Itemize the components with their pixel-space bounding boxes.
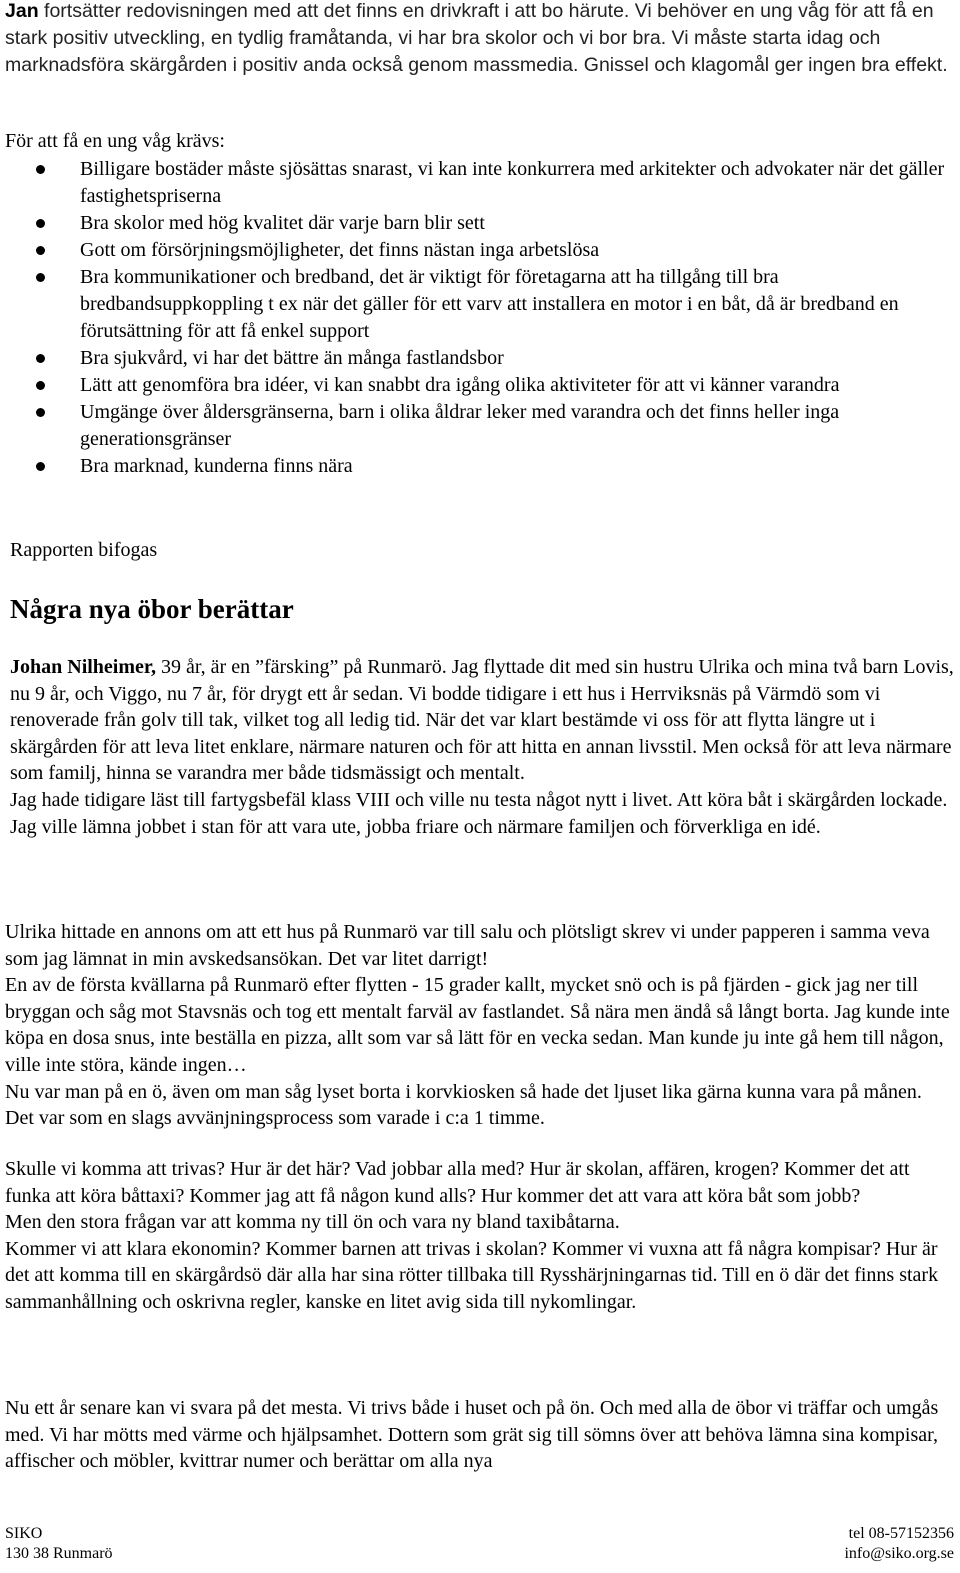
- paragraph: Ulrika hittade en annons om att ett hus på Runmarö var till salu och plötsligt skrev vi under papperen i samma veva som jag lämnat in min avskedsansökan. Det var litet darrigt!: [5, 921, 930, 970]
- list-item: [0, 399, 960, 453]
- paragraph: Nu ett år senare kan vi svara på det mesta. Vi trivs både i huset och på ön. Och med alla de öbor vi träffar och umgås med. Vi har mötts med värme och hjälpsamhet. Dottern som grät sig till sömns över att behöva lämna sina kompisar, affischer och möbler, kvittrar numer och berättar om alla nya: [5, 1397, 939, 1473]
- bullet-icon: [36, 273, 45, 282]
- story-block-1: [5, 919, 955, 1132]
- johan-paragraph: [10, 654, 955, 787]
- list-item: [0, 156, 960, 210]
- footer-address: 130 38 Runmarö: [5, 1545, 113, 1562]
- list-item-text: Gott om försörjningsmöjligheter, det finns nästan inga arbetslösa: [80, 239, 600, 261]
- bullet-icon: [36, 219, 45, 228]
- footer-phone: tel 08-57152356: [848, 1525, 954, 1542]
- johan-story: [10, 654, 955, 840]
- story-block-2: [5, 1156, 955, 1316]
- johan-paragraph-2: Jag hade tidigare läst till fartygsbefäl klass VIII och ville nu testa något nytt i livet. Att köra båt i skärgården lockade. Jag ville lämna jobbet i stan för att vara ute, jobba friare och närmare familjen och förverkliga en idé.: [10, 788, 948, 838]
- list-item: [0, 372, 960, 399]
- list-item: [0, 345, 960, 372]
- bullet-icon: [36, 462, 45, 471]
- requirements-list: [0, 156, 960, 480]
- bullet-icon: [36, 246, 45, 255]
- johan-text: 39 år, är en ”färsking” på Runmarö. Jag flyttade dit med sin hustru Ulrika och mina två barn Lovis, nu 9 år, och Viggo, nu 7 år, för drygt ett år sedan. Vi bodde tidigare i ett hus i Herrviksnäs på Värmdö som vi renoverade från golv till tak, vilket tog all ledig tid. När det var klart bestämde vi oss för att flytta längre ut i skärgården för att leva litet enklare, närmare naturen och för att hitta en annan livsstil. Men också för att leva närmare som familj, hinna se varandra mer både tidsmässigt och mentalt.: [10, 656, 954, 785]
- report-note: Rapporten bifogas: [10, 539, 158, 561]
- section-heading: Några nya öbor berättar: [10, 594, 294, 624]
- list-item-text: Bra skolor med hög kvalitet där varje barn blir sett: [80, 212, 485, 234]
- list-item: [0, 264, 960, 345]
- list-item-text: Umgänge över åldersgränserna, barn i olika åldrar leker med varandra och det finns heller inga generationsgränser: [80, 401, 840, 450]
- intro-paragraph: [5, 0, 955, 79]
- paragraph: Skulle vi komma att trivas? Hur är det här? Vad jobbar alla med? Hur är skolan, affären, krogen? Kommer det att funka att köra båttaxi? Kommer jag att få någon kund alls? Hur kommer det att vara att köra båt som jobb?: [5, 1158, 910, 1207]
- requirements-title: För att få en ung våg krävs:: [5, 130, 225, 152]
- footer-right: [844, 1524, 954, 1564]
- list-item-text: Bra marknad, kunderna finns nära: [80, 455, 353, 477]
- bullet-icon: [36, 408, 45, 417]
- story-block-3: [5, 1395, 955, 1475]
- bullet-icon: [36, 381, 45, 390]
- list-item: [0, 453, 960, 480]
- paragraph: Men den stora frågan var att komma ny till ön och vara ny bland taxibåtarna.: [5, 1211, 620, 1234]
- list-item: [0, 237, 960, 264]
- footer-left: [5, 1524, 113, 1564]
- paragraph: Nu var man på en ö, även om man såg lyset borta i korvkiosken så hade det ljuset lika gärna kunna vara på månen. Det var som en slags avvänjningsprocess som varade i c:a 1 timme.: [5, 1080, 922, 1130]
- intro-lead-name: Jan: [5, 0, 39, 22]
- footer-email[interactable]: info@siko.org.se: [844, 1545, 954, 1562]
- johan-name: Johan Nilheimer,: [10, 656, 156, 678]
- list-item-text: Bra kommunikationer och bredband, det är viktigt för företagarna att ha tillgång till bra bredbandsuppkoppling t ex när det gäller för ett varv att installera en motor i en båt, då är bredband en förutsättning för att få enkel support: [80, 266, 899, 342]
- bullet-icon: [36, 165, 45, 174]
- bullet-icon: [36, 354, 45, 363]
- paragraph: Kommer vi att klara ekonomin? Kommer barnen att trivas i skolan? Kommer vi vuxna att få några kompisar? Hur är det att komma till en skärgårdsö där alla har sina rötter tillbaka till Rysshärjningarnas tid. Till en ö där det finns stark sammanhållning och oskrivna regler, kanske en litet avig sida till nykomlingar.: [5, 1237, 939, 1313]
- list-item: [0, 210, 960, 237]
- list-item-text: Billigare bostäder måste sjösättas snarast, vi kan inte konkurrera med arkitekter och advokater när det gäller fastighetspriserna: [80, 158, 945, 207]
- list-item-text: Bra sjukvård, vi har det bättre än många fastlandsbor: [80, 347, 504, 369]
- list-item-text: Lätt att genomföra bra idéer, vi kan snabbt dra igång olika aktiviteter för att vi känner varandra: [80, 374, 840, 396]
- paragraph: En av de första kvällarna på Runmarö efter flytten - 15 grader kallt, mycket snö och is på fjärden - gick jag ner till bryggan och såg mot Stavsnäs och tog ett mentalt farväl av fastlandet. Så nära men ändå så långt borta. Jag kunde inte köpa en dosa snus, inte beställa en pizza, allt som var så lätt för en vecka sedan. Man kunde ju inte gå hem till någon, ville inte störa, kände ingen…: [5, 974, 950, 1076]
- intro-text: fortsätter redovisningen med att det finns en drivkraft i att bo härute. Vi behöver en ung våg för att få en stark positiv utveckling, en tydlig framåtanda, vi har bra skolor och vi bor bra. Vi måste starta idag och marknadsföra skärgården i positiv anda också genom massmedia. Gnissel och klagomål ger ingen bra effekt.: [5, 0, 948, 76]
- footer-org: SIKO: [5, 1525, 43, 1542]
